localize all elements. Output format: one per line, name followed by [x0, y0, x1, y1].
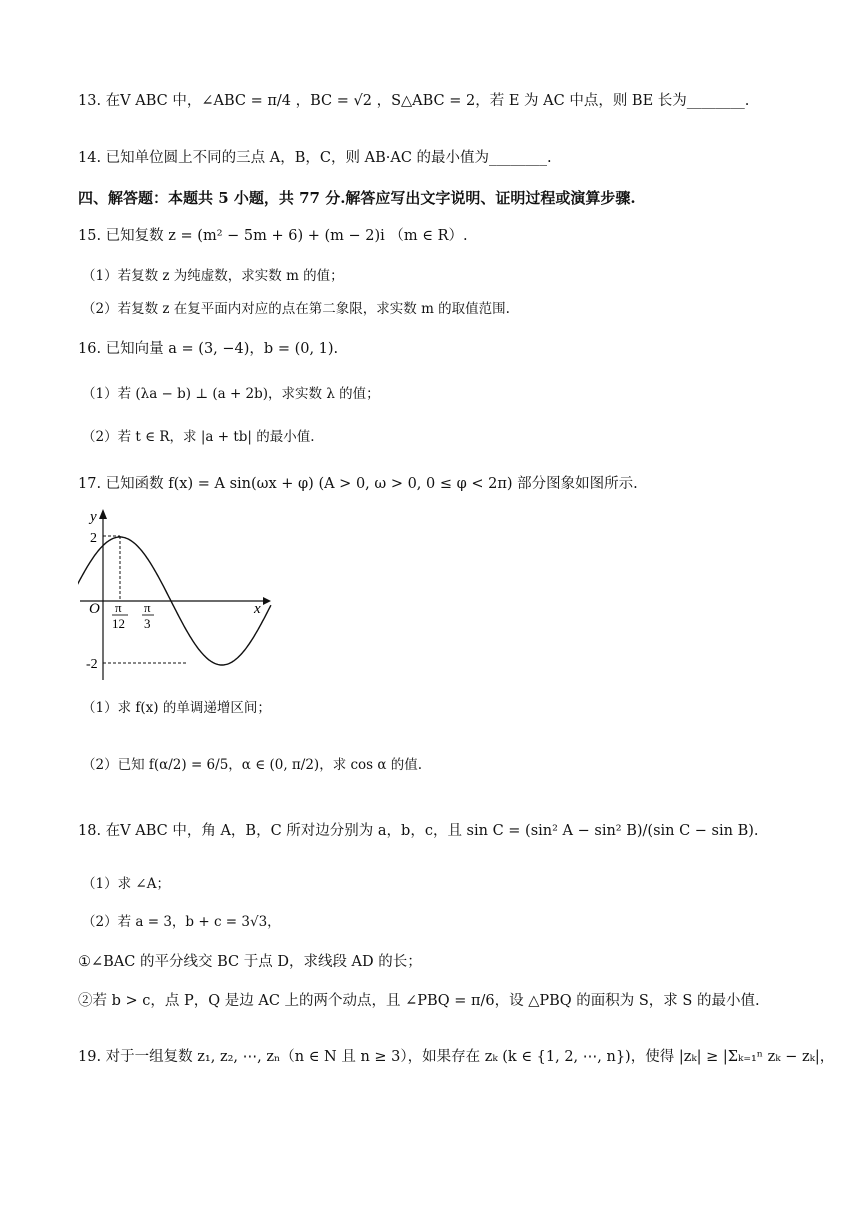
y-axis-arrow	[99, 509, 107, 519]
x-axis-label: x	[254, 601, 261, 617]
y-max-label: 2	[90, 531, 97, 546]
question-18-case-2: ②若 b > c，点 P，Q 是边 AC 上的两个动点，且 ∠PBQ = π/6，设 △PBQ 的面积为 S，求 S 的最小值.	[78, 993, 760, 1009]
section-heading: 四、解答题：本题共 5 小题，共 77 分.解答应写出文字说明、证明过程或演算步骤.	[78, 189, 636, 207]
x-axis-arrow	[263, 597, 271, 605]
question-18-part-2: （2）若 a = 3，b + c = 3√3，	[82, 914, 281, 930]
question-18-case-1: ①∠BAC 的平分线交 BC 于点 D，求线段 AD 的长；	[78, 954, 422, 970]
question-15-stem: 15. 已知复数 z = (m² − 5m + 6) + (m − 2)i （m ∈ R）.	[78, 228, 468, 244]
question-17-part-2: （2）已知 f(α/2) = 6/5，α ∈ (0, π/2)，求 cos α 的值.	[82, 757, 423, 773]
question-16-stem: 16. 已知向量 a = (3, −4)，b = (0, 1).	[78, 341, 339, 357]
y-min-label: -2	[86, 657, 98, 672]
question-18-part-1: （1）求 ∠A；	[82, 876, 170, 892]
tick-pi-3-numerator: π	[144, 600, 151, 615]
question-14: 14. 已知单位圆上不同的三点 A，B，C，则 AB·AC 的最小值为________.	[78, 150, 552, 166]
question-16-part-2: （2）若 t ∈ R，求 |a + tb| 的最小值.	[82, 429, 315, 445]
question-13: 13. 在V ABC 中，∠ABC = π/4 ，BC = √2 ，S△ABC = 2，若 E 为 AC 中点，则 BE 长为________.	[78, 93, 750, 109]
tick-pi-3-denominator: 3	[144, 616, 151, 631]
question-17-stem: 17. 已知函数 f(x) = A sin(ωx + φ) (A > 0, ω > 0, 0 ≤ φ < 2π) 部分图象如图所示.	[78, 476, 638, 492]
question-15-part-2: （2）若复数 z 在复平面内对应的点在第二象限，求实数 m 的取值范围.	[82, 301, 510, 317]
question-18-stem: 18. 在V ABC 中，角 A，B，C 所对边分别为 a，b，c，且 sin C = (sin² A − sin² B)/(sin C − sin B).	[78, 823, 759, 839]
tick-pi-12-denominator: 12	[112, 616, 125, 631]
question-16-part-1: （1）若 (λa − b) ⊥ (a + 2b)，求实数 λ 的值；	[82, 386, 380, 402]
sine-graph	[78, 505, 278, 685]
tick-pi-12-numerator: π	[115, 600, 122, 615]
y-axis-label: y	[90, 509, 97, 525]
question-15-part-1: （1）若复数 z 为纯虚数，求实数 m 的值；	[82, 268, 344, 284]
question-17-part-1: （1）求 f(x) 的单调递增区间；	[82, 700, 271, 716]
question-19-stem: 19. 对于一组复数 z₁, z₂, ⋯, zₙ（n ∈ N 且 n ≥ 3），如果存在 zₖ (k ∈ {1, 2, ⋯, n})，使得 |zₖ| ≥ |Σₖ₌₁ⁿ zₖ − zₖ|，	[78, 1049, 835, 1065]
origin-label: O	[89, 601, 100, 617]
